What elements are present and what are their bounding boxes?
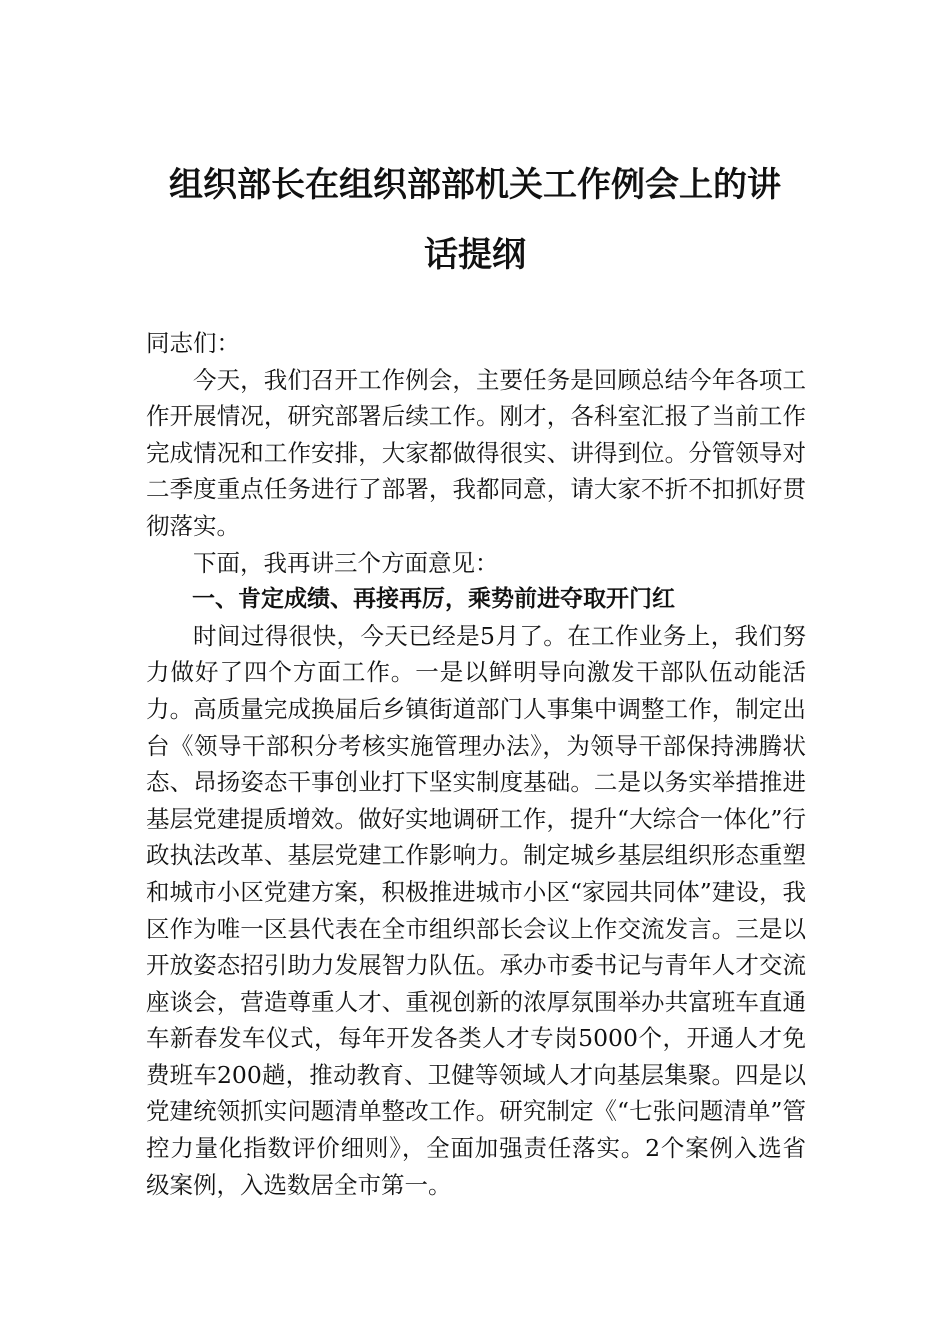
paragraph-opening: 今天，我们召开工作例会，主要任务是回顾总结今年各项工作开展情况，研究部署后续工作。刚才，各科室汇报了当前工作完成情况和工作安排，大家都做得很实、讲得到位。分管领导对二季度重点任务进行了部署，我都同意，请大家不折不扣抓好贯彻落实。 <box>146 365 806 540</box>
section-heading-1: 一、肯定成绩、再接再厉，乘势前进夺取开门红 <box>192 586 675 613</box>
paragraph-section-1: 时间过得很快，今天已经是5月了。在工作业务上，我们努力做好了四个方面工作。一是以鲜明导向激发干部队伍动能活力。高质量完成换届后乡镇街道部门人事集中调整工作，制定出台《领导干部积分考核实施管理办法》，为领导干部保持沸腾状态、昂扬姿态干事创业打下坚实制度基础。二是以务实举措推进基层党建提质增效。做好实地调研工作，提升“大综合一体化”行政执法改革、基层党建工作影响力。制定城乡基层组织形态重塑和城市小区党建方案，积极推进城市小区“家园共同体”建设，我区作为唯一区县代表在全市组织部长会议上作交流发言。三是以开放姿态招引助力发展智力队伍。承办市委书记与青年人才交流座谈会，营造尊重人才、重视创新的浓厚氛围举办共富班车直通车新春发车仪式，每年开发各类人才专岗5000个，开通人才免费班车200趟，推动教育、卫健等领域人才向基层集聚。四是以党建统领抓实问题清单整改工作。研究制定《“七张问题清单”管控力量化指数评价细则》，全面加强责任落实。2个案例入选省级案例，入选数居全市第一。 <box>146 621 806 1199</box>
salutation: 同志们： <box>146 329 240 357</box>
title-line-1: 组织部长在组织部部机关工作例会上的讲 <box>169 165 781 205</box>
title-line-2: 话提纲 <box>424 235 526 275</box>
paragraph-transition: 下面，我再讲三个方面意见： <box>193 548 499 577</box>
document-body <box>146 325 806 1203</box>
document-title <box>140 150 810 290</box>
